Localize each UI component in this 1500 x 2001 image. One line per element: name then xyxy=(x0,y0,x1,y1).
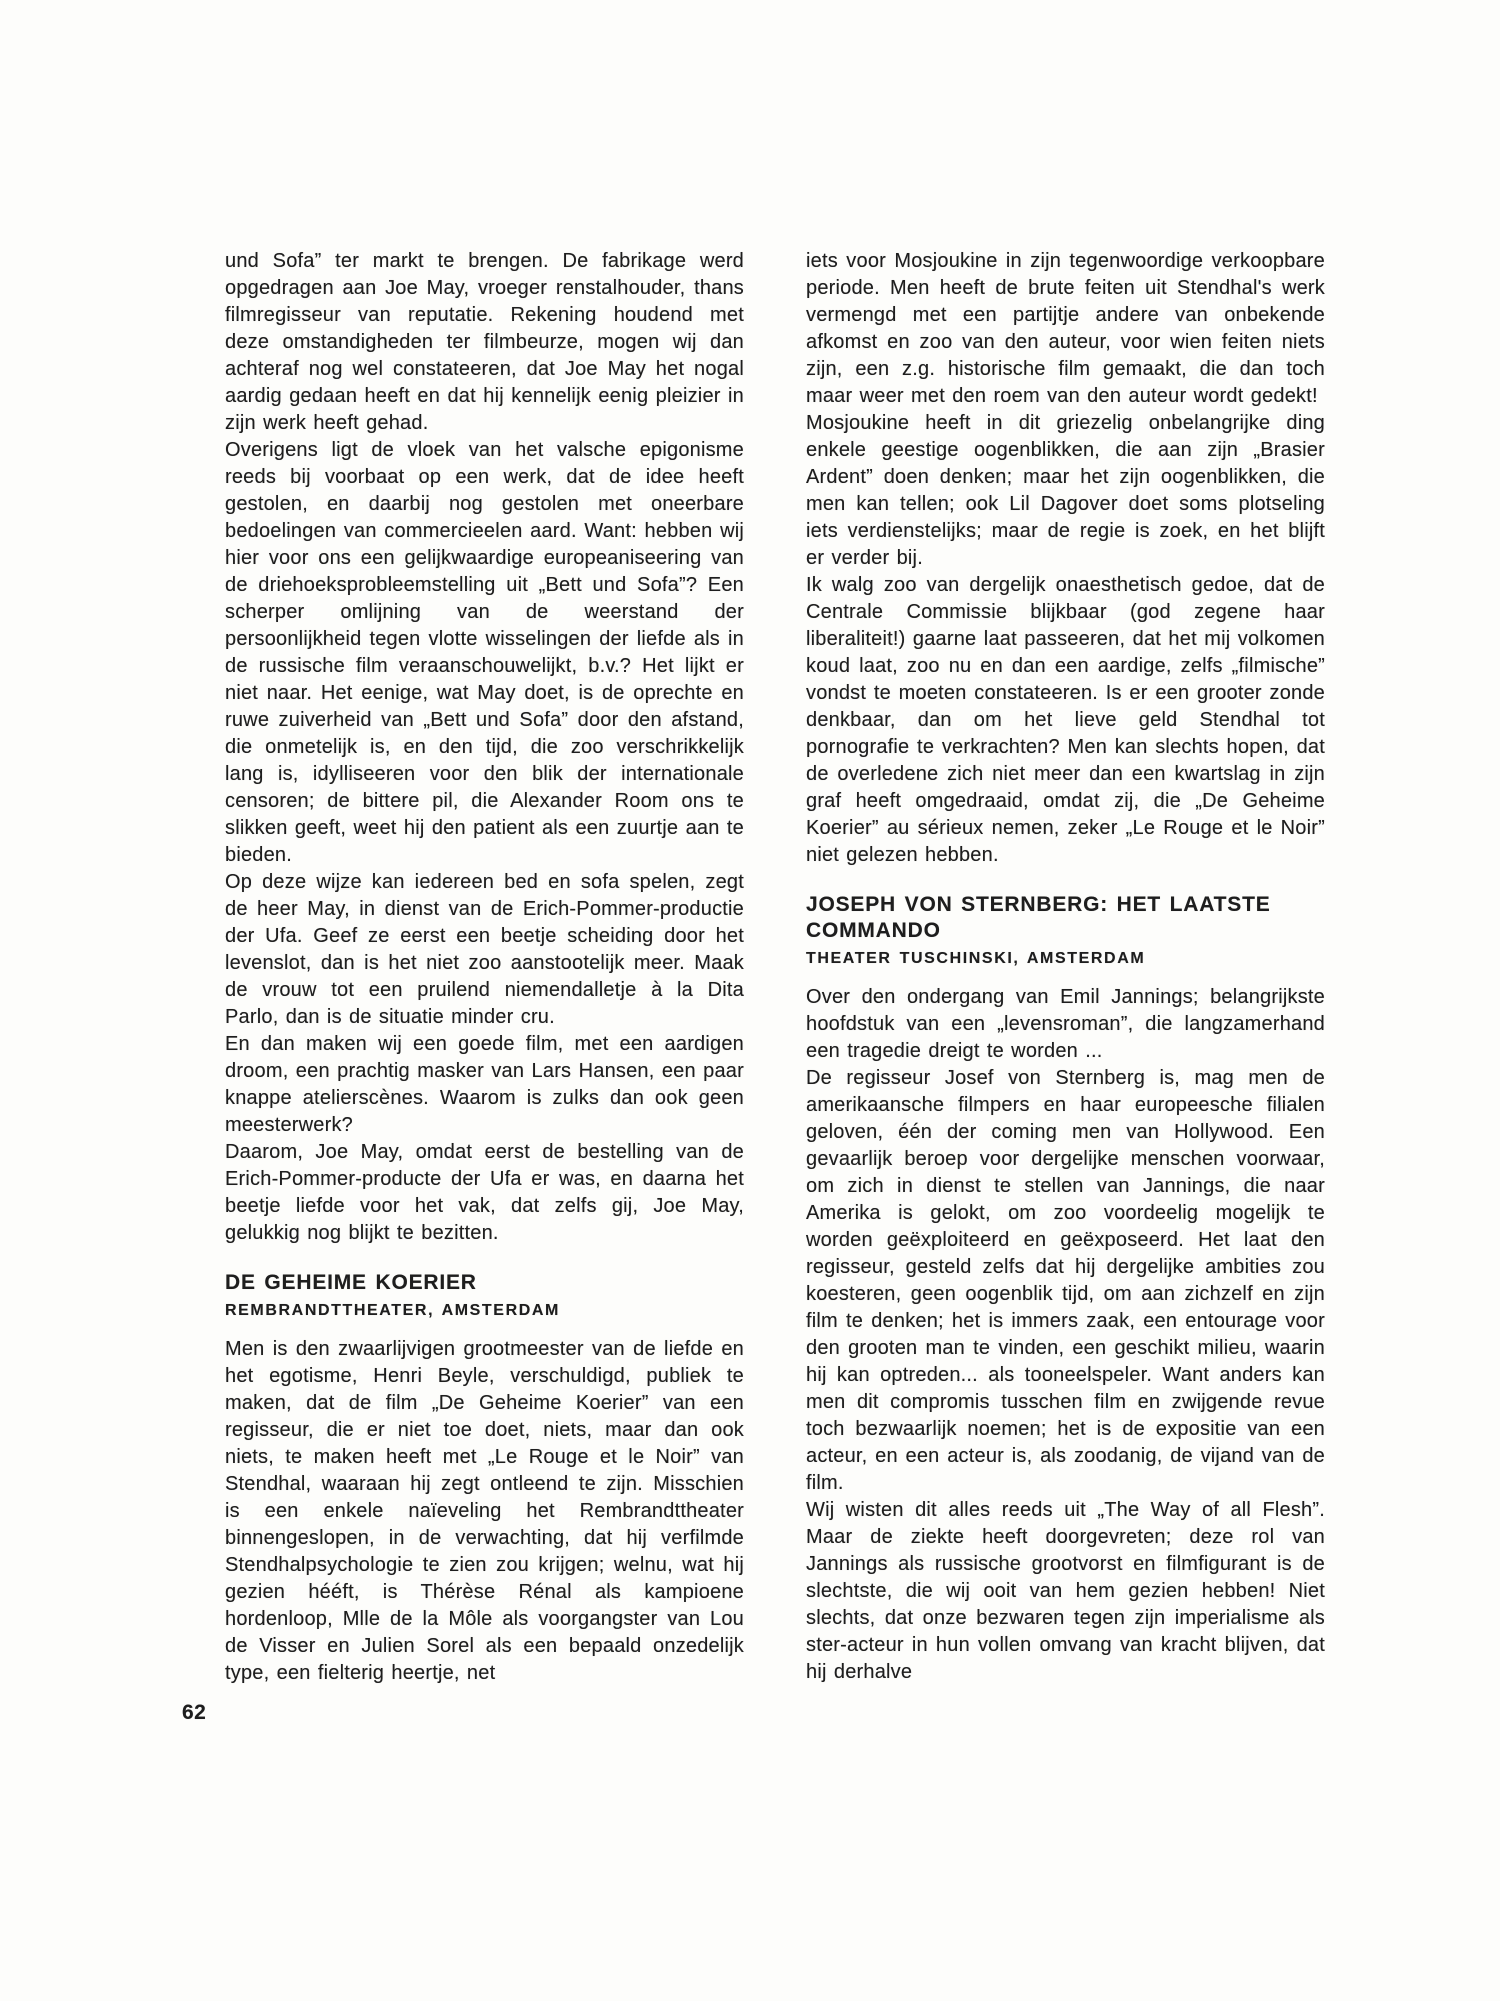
paragraph: Op deze wijze kan iedereen bed en sofa spelen, zegt de heer May, in dienst van de Erich-Pommer-productie der Ufa. Geef ze eerst een beetje scheiding door het levenslot, dan is het niet zoo aanstootelijk meer. Maak de vrouw tot een pruilend niemendalletje à la Dita Parlo, dan is de situatie minder cru. xyxy=(225,871,744,1028)
heading: JOSEPH VON STERNBERG: HET LAATSTE COMMANDO xyxy=(806,893,1271,942)
paragraph: Men is den zwaarlijvigen grootmeester van de liefde en het egotisme, Henri Beyle, verschuldigd, publiek te maken, dat de film „De Geheime Koerier” van een regisseur, die er niet toe doet, niets, maar dan ook niets, te maken heeft met „Le Rouge et le Noir” van Stendhal, waaraan hij zegt ontleend te zijn. Misschien is een enkele naïeveling het Rembrandttheater binnengeslopen, in de verwachting, dat hij verfilmde Stendhalpsychologie te zien zou krijgen; welnu, wat hij gezien hééft, is Thérèse Rénal als kampioene hordenloop, Mlle de la Môle als voorgangster van Lou de Visser en Julien Sorel als een bepaald onzedelijk type, een fielterig heertje, net xyxy=(225,1338,744,1684)
right-column xyxy=(806,248,1325,1686)
right-column-blocks xyxy=(806,248,1325,1686)
paragraph: Ik walg zoo van dergelijk onaesthetisch gedoe, dat de Centrale Commissie blijkbaar (god zegene haar liberaliteit!) gaarne laat passeeren, dat het mij volkomen koud laat, zoo nu en dan een aardige, zelfs „filmische” vondst te moeten constateeren. Is er een grooter zonde denkbaar, dan om het lieve geld Stendhal tot pornografie te verkrachten? Men kan slechts hopen, dat de overledene zich niet meer dan een kwartslag in zijn graf heeft omgedraaid, omdat zij, die „De Geheime Koerier” au sérieux nemen, zeker „Le Rouge et le Noir” niet gelezen hebben. xyxy=(806,574,1325,866)
paragraph: Mosjoukine heeft in dit griezelig onbelangrijke ding enkele geestige oogenblikken, die aan zijn „Brasier Ardent” doen denken; maar het zijn oogenblikken, die men kan tellen; ook Lil Dagover doet soms plotseling iets verdienstelijks; maar de regie is zoek, en het blijft er verder bij. xyxy=(806,412,1325,569)
left-column xyxy=(225,248,744,1687)
paragraph: En dan maken wij een goede film, met een aardigen droom, een prachtig masker van Lars Hansen, een paar knappe atelierscènes. Waarom is zulks dan ook geen meesterwerk? xyxy=(225,1033,744,1136)
paragraph: iets voor Mosjoukine in zijn tegenwoordige verkoopbare periode. Men heeft de brute feiten uit Stendhal's werk vermengd met een partijtje andere van onbekende afkomst en zoo van den auteur, voor wien feiten niets zijn, een z.g. historische film gemaakt, die dan toch maar weer met den roem van den auteur wordt gedekt! xyxy=(806,250,1325,407)
paragraph: Daarom, Joe May, omdat eerst de bestelling van de Erich-Pommer-producte der Ufa er was, en daarna het beetje liefde voor het vak, dat zelfs gij, Joe May, gelukkig nog blijkt te bezitten. xyxy=(225,1141,744,1244)
paragraph: Over den ondergang van Emil Jannings; belangrijkste hoofdstuk van een „levensroman”, die langzamerhand een tragedie dreigt te worden ... xyxy=(806,986,1325,1062)
left-column-blocks xyxy=(225,248,744,1687)
heading: DE GEHEIME KOERIER xyxy=(225,1271,477,1294)
paragraph: De regisseur Josef von Sternberg is, mag men de amerikaansche filmpers en haar europeesche filialen geloven, één der coming men van Hollywood. Een gevaarlijk beroep voor dergelijke menschen voorwaar, om zich in dienst te stellen van Jannings, die naar Amerika is gelokt, om zoo voordeelig mogelijk te worden geëxploiteerd en geëxposeerd. Het laat den regisseur, gesteld zelfs dat hij dergelijke ambities zou koesteren, geen oogenblik tijd, om aan zichzelf en zijn film te denken; het is immers zaak, een entourage voor den grooten man te vinden, een geschikt milieu, waarin hij kan optreden... als tooneelspeler. Want anders kan men dit compromis tusschen film en zwijgende revue toch bezwaarlijk noemen; het is de expositie van een acteur, en een acteur is, als zoodanig, de vijand van de film. xyxy=(806,1067,1325,1494)
subheading: REMBRANDTTHEATER, AMSTERDAM xyxy=(225,1302,560,1319)
paragraph: Overigens ligt de vloek van het valsche epigonisme reeds bij voorbaat op een werk, dat de idee heeft gestolen, en daarbij nog gestolen met oneerbare bedoelingen van commercieelen aard. Want: hebben wij hier voor ons een gelijkwaardige europeaniseering van de driehoeksprobleemstelling uit „Bett und Sofa”? Een scherper omlijning van de weerstand der persoonlijkheid tegen vlotte wisselingen der liefde als in de russische film veraanschouwelijkt, b.v.? Het lijkt er niet naar. Het eenige, wat May doet, is de oprechte en ruwe zuiverheid van „Bett und Sofa” door den afstand, die onmetelijk is, en den tijd, die zoo verschrikkelijk lang is, idylliseeren voor den blik der internationale censoren; de bittere pil, die Alexander Room ons te slikken geeft, weet hij den patient als een zuurtje aan te bieden. xyxy=(225,439,744,866)
paragraph: und Sofa” ter markt te brengen. De fabrikage werd opgedragen aan Joe May, vroeger renstalhouder, thans filmregisseur van reputatie. Rekening houdend met deze omstandigheden ter filmbeurze, mogen wij dan achteraf nog wel constateeren, dat Joe May het nogal aardig gedaan heeft en dat hij kennelijk eenig pleizier in zijn werk heeft gehad. xyxy=(225,250,744,434)
subheading: THEATER TUSCHINSKI, AMSTERDAM xyxy=(806,950,1146,967)
page-number: 62 xyxy=(182,1701,207,1724)
paragraph: Wij wisten dit alles reeds uit „The Way of all Flesh”. Maar de ziekte heeft doorgevreten; deze rol van Jannings als russische grootvorst en filmfigurant is de slechtste, die wij ooit van hem gezien hebben! Niet slechts, dat onze bezwaren tegen zijn imperialisme als ster-acteur in hun vollen omvang van kracht blijven, dat hij derhalve xyxy=(806,1499,1325,1683)
